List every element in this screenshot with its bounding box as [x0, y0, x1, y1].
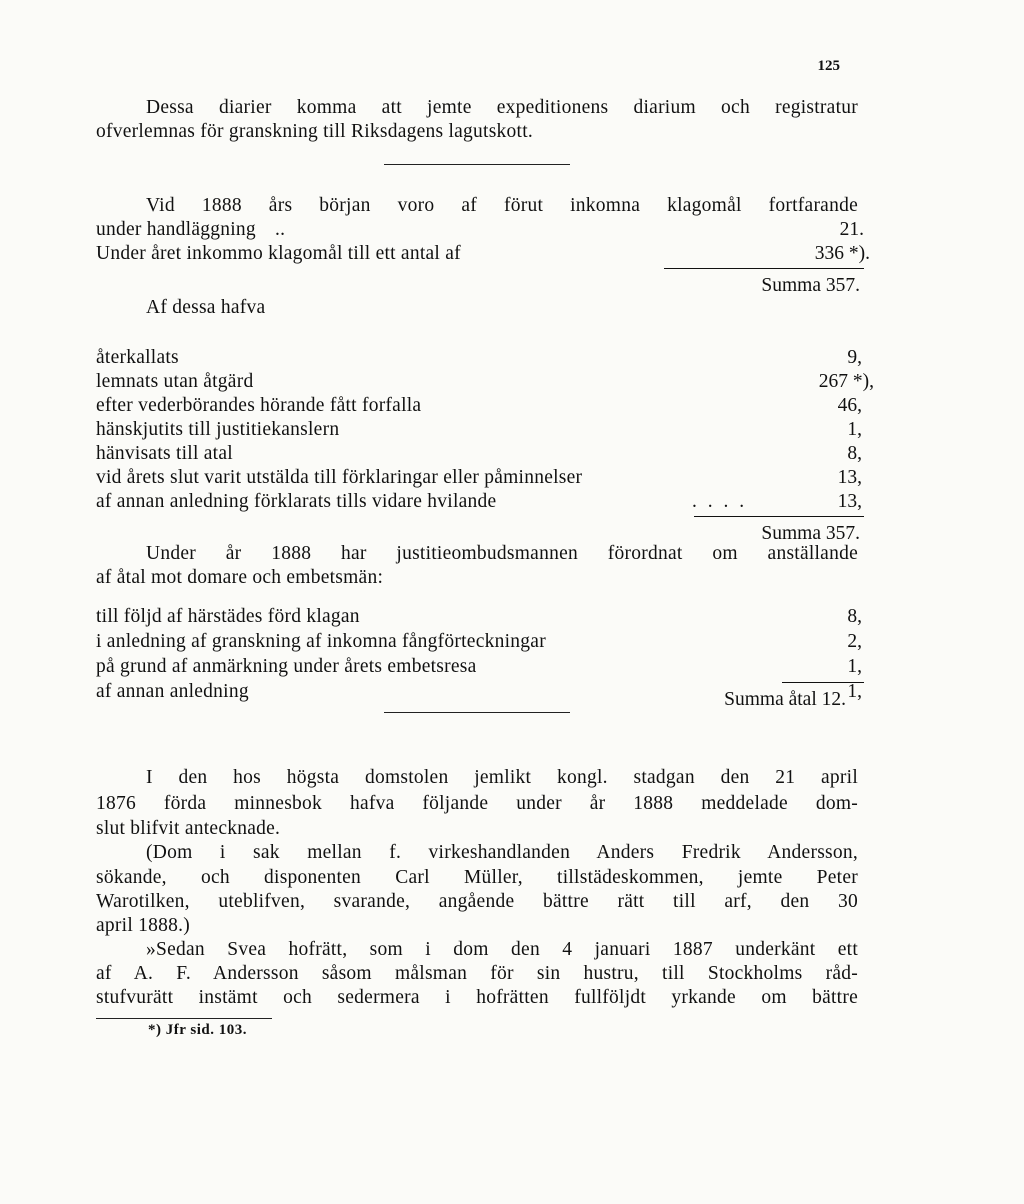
complaints-line-3-label: Under året inkommo klagomål till ett antal af: [96, 243, 461, 264]
section-divider: [384, 712, 570, 713]
disposition-sum: Summa 357.: [761, 523, 860, 544]
court-line: sökande, och disponenten Carl Müller, tillstädeskommen, jemte Peter: [96, 867, 858, 888]
disposition-item-label: hänvisats till atal: [96, 443, 233, 464]
court-line: (Dom i sak mellan f. virkeshandlanden Anders Fredrik Andersson,: [146, 842, 858, 863]
prosecution-item-value: 8,: [847, 606, 862, 627]
court-line: april 1888.): [96, 915, 190, 936]
court-line: stufvurätt instämt och sedermera i hofrätten fullföljdt yrkande om bättre: [96, 987, 858, 1008]
court-line: slut blifvit antecknade.: [96, 818, 281, 839]
complaints-line-1: Vid 1888 års början voro af förut inkomna klagomål fortfarande: [146, 195, 858, 216]
disposition-item-label: hänskjutits till justitiekanslern: [96, 419, 340, 440]
disposition-item-value: 8,: [847, 443, 862, 464]
disposition-item-label: efter vederbörandes hörande fått forfalla: [96, 395, 422, 416]
disposition-item-value: 13,: [837, 467, 862, 488]
prosecution-item-label: i anledning af granskning af inkomna fångförteckningar: [96, 631, 546, 652]
court-line: 1876 förda minnesbok hafva följande under år 1888 meddelade dom-: [96, 793, 858, 814]
disposition-item-value: 1,: [847, 419, 862, 440]
leader-dots: . . . .: [692, 491, 748, 512]
prosecution-item-value: 2,: [847, 631, 862, 652]
footnote: *) Jfr sid. 103.: [148, 1022, 247, 1038]
disposition-item-label: af annan anledning förklarats tills vidare hvilande: [96, 491, 497, 512]
disposition-item-value: 267 *),: [818, 371, 874, 392]
prosecutions-intro-line-1: Under år 1888 har justitieombudsmannen förordnat om anställande: [146, 543, 858, 564]
disposition-item-value: 13,: [837, 491, 862, 512]
sum-rule: [694, 516, 864, 517]
page-number: 125: [817, 58, 840, 74]
court-line: Warotilken, uteblifven, svarande, angående bättre rätt till arf, den 30: [96, 891, 858, 912]
prosecution-item-label: till följd af härstädes förd klagan: [96, 606, 360, 627]
intro-line-1: Dessa diarier komma att jemte expeditionens diarium och registratur: [146, 97, 858, 118]
leader-dots: ..: [275, 219, 286, 240]
court-line: af A. F. Andersson såsom målsman för sin hustru, till Stockholms råd-: [96, 963, 858, 984]
prosecutions-sum: Summa åtal 12.: [724, 689, 846, 710]
disposition-item-label: lemnats utan åtgärd: [96, 371, 254, 392]
sum-rule: [782, 682, 864, 683]
prosecution-item-label: af annan anledning: [96, 681, 249, 702]
prosecution-item-value: 1,: [847, 656, 862, 677]
complaints-line-2-value: 21.: [839, 219, 864, 240]
complaints-line-2-text: under handläggning: [96, 219, 256, 240]
footnote-rule: [96, 1018, 272, 1019]
court-line: »Sedan Svea hofrätt, som i dom den 4 januari 1887 underkänt ett: [146, 939, 858, 960]
disposition-item-label: återkallats: [96, 347, 179, 368]
complaints-line-2-label: [96, 218, 285, 242]
complaints-sum: Summa 357.: [761, 275, 860, 296]
complaints-line-3-value: 336 *).: [814, 243, 870, 264]
disposition-item-value: 9,: [847, 347, 862, 368]
disposition-heading: Af dessa hafva: [146, 297, 266, 318]
disposition-item-label: vid årets slut varit utstälda till förklaringar eller påminnelser: [96, 467, 583, 488]
disposition-item-value: 46,: [837, 395, 862, 416]
prosecutions-intro-line-2: af åtal mot domare och embetsmän:: [96, 567, 384, 588]
prosecution-item-label: på grund af anmärkning under årets embetsresa: [96, 656, 477, 677]
court-line: I den hos högsta domstolen jemlikt kongl. stadgan den 21 april: [146, 767, 858, 788]
prosecution-item-value: 1,: [847, 681, 862, 702]
section-divider: [384, 164, 570, 165]
sum-rule: [664, 268, 864, 269]
intro-line-2: ofverlemnas för granskning till Riksdagens lagutskott.: [96, 121, 534, 142]
